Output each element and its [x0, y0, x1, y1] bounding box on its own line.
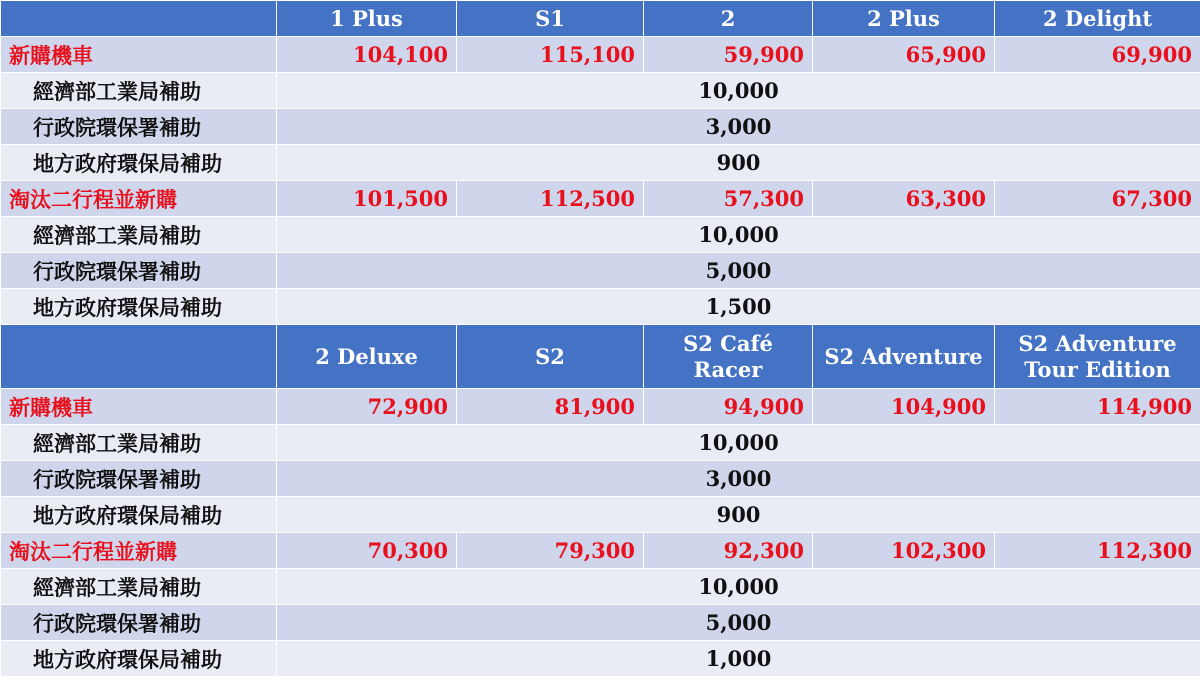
- new-purchase-price-row: [1, 37, 1200, 73]
- price-cell: 81,900: [457, 389, 644, 425]
- price-row-label: 淘汰二行程並新購: [1, 181, 277, 217]
- price-cell: 112,500: [457, 181, 644, 217]
- price-cell: 112,300: [995, 533, 1200, 569]
- header-corner-cell: [1, 1, 277, 37]
- subsidy-row: [1, 109, 1200, 145]
- model-name: 1 Plus: [277, 1, 457, 37]
- price-cell: 65,900: [813, 37, 995, 73]
- price-cell: 115,100: [457, 37, 644, 73]
- model-header-row: [1, 325, 1200, 389]
- subsidy-amount: 900: [277, 497, 1200, 533]
- price-row-label: 淘汰二行程並新購: [1, 533, 277, 569]
- subsidy-label: 地方政府環保局補助: [1, 497, 277, 533]
- subsidy-label: 行政院環保署補助: [1, 605, 277, 641]
- subsidy-row: [1, 425, 1200, 461]
- subsidy-row: [1, 73, 1200, 109]
- price-cell: 67,300: [995, 181, 1200, 217]
- subsidy-row: [1, 641, 1200, 677]
- subsidy-row: [1, 461, 1200, 497]
- subsidy-label: 行政院環保署補助: [1, 253, 277, 289]
- subsidy-amount: 10,000: [277, 73, 1200, 109]
- subsidy-row: [1, 605, 1200, 641]
- subsidy-label: 經濟部工業局補助: [1, 73, 277, 109]
- price-cell: 69,900: [995, 37, 1200, 73]
- subsidy-row: [1, 217, 1200, 253]
- model-name: 2: [644, 1, 813, 37]
- subsidy-amount: 1,500: [277, 289, 1200, 325]
- price-cell: 94,900: [644, 389, 813, 425]
- price-cell: 92,300: [644, 533, 813, 569]
- header-corner-cell: [1, 325, 277, 389]
- subsidy-label: 行政院環保署補助: [1, 461, 277, 497]
- subsidy-label: 經濟部工業局補助: [1, 425, 277, 461]
- subsidy-row: [1, 289, 1200, 325]
- model-name: S2 Café Racer: [644, 325, 813, 389]
- new-purchase-price-row: [1, 389, 1200, 425]
- price-cell: 59,900: [644, 37, 813, 73]
- subsidy-amount: 5,000: [277, 253, 1200, 289]
- model-name: S2 Adventure: [813, 325, 995, 389]
- subsidy-row: [1, 497, 1200, 533]
- price-cell: 63,300: [813, 181, 995, 217]
- price-cell: 101,500: [277, 181, 457, 217]
- subsidy-row: [1, 569, 1200, 605]
- subsidy-label: 經濟部工業局補助: [1, 217, 277, 253]
- price-cell: 70,300: [277, 533, 457, 569]
- price-cell: 104,900: [813, 389, 995, 425]
- subsidy-label: 地方政府環保局補助: [1, 145, 277, 181]
- price-row-label: 新購機車: [1, 37, 277, 73]
- price-cell: 57,300: [644, 181, 813, 217]
- trade-in-price-row: [1, 533, 1200, 569]
- model-name: 2 Plus: [813, 1, 995, 37]
- subsidy-amount: 10,000: [277, 425, 1200, 461]
- price-cell: 114,900: [995, 389, 1200, 425]
- subsidy-amount: 3,000: [277, 461, 1200, 497]
- model-header-row: [1, 1, 1200, 37]
- price-cell: 79,300: [457, 533, 644, 569]
- model-name: 2 Deluxe: [277, 325, 457, 389]
- subsidy-label: 行政院環保署補助: [1, 109, 277, 145]
- price-cell: 102,300: [813, 533, 995, 569]
- subsidy-label: 地方政府環保局補助: [1, 289, 277, 325]
- subsidy-row: [1, 253, 1200, 289]
- model-name: S2 Adventure Tour Edition: [995, 325, 1200, 389]
- subsidy-amount: 900: [277, 145, 1200, 181]
- subsidy-row: [1, 145, 1200, 181]
- model-name: S1: [457, 1, 644, 37]
- subsidy-amount: 5,000: [277, 605, 1200, 641]
- subsidy-amount: 10,000: [277, 569, 1200, 605]
- model-name: 2 Delight: [995, 1, 1200, 37]
- price-cell: 104,100: [277, 37, 457, 73]
- trade-in-price-row: [1, 181, 1200, 217]
- subsidy-label: 經濟部工業局補助: [1, 569, 277, 605]
- price-row-label: 新購機車: [1, 389, 277, 425]
- subsidy-label: 地方政府環保局補助: [1, 641, 277, 677]
- subsidy-amount: 3,000: [277, 109, 1200, 145]
- subsidy-amount: 1,000: [277, 641, 1200, 677]
- subsidy-amount: 10,000: [277, 217, 1200, 253]
- price-cell: 72,900: [277, 389, 457, 425]
- model-name: S2: [457, 325, 644, 389]
